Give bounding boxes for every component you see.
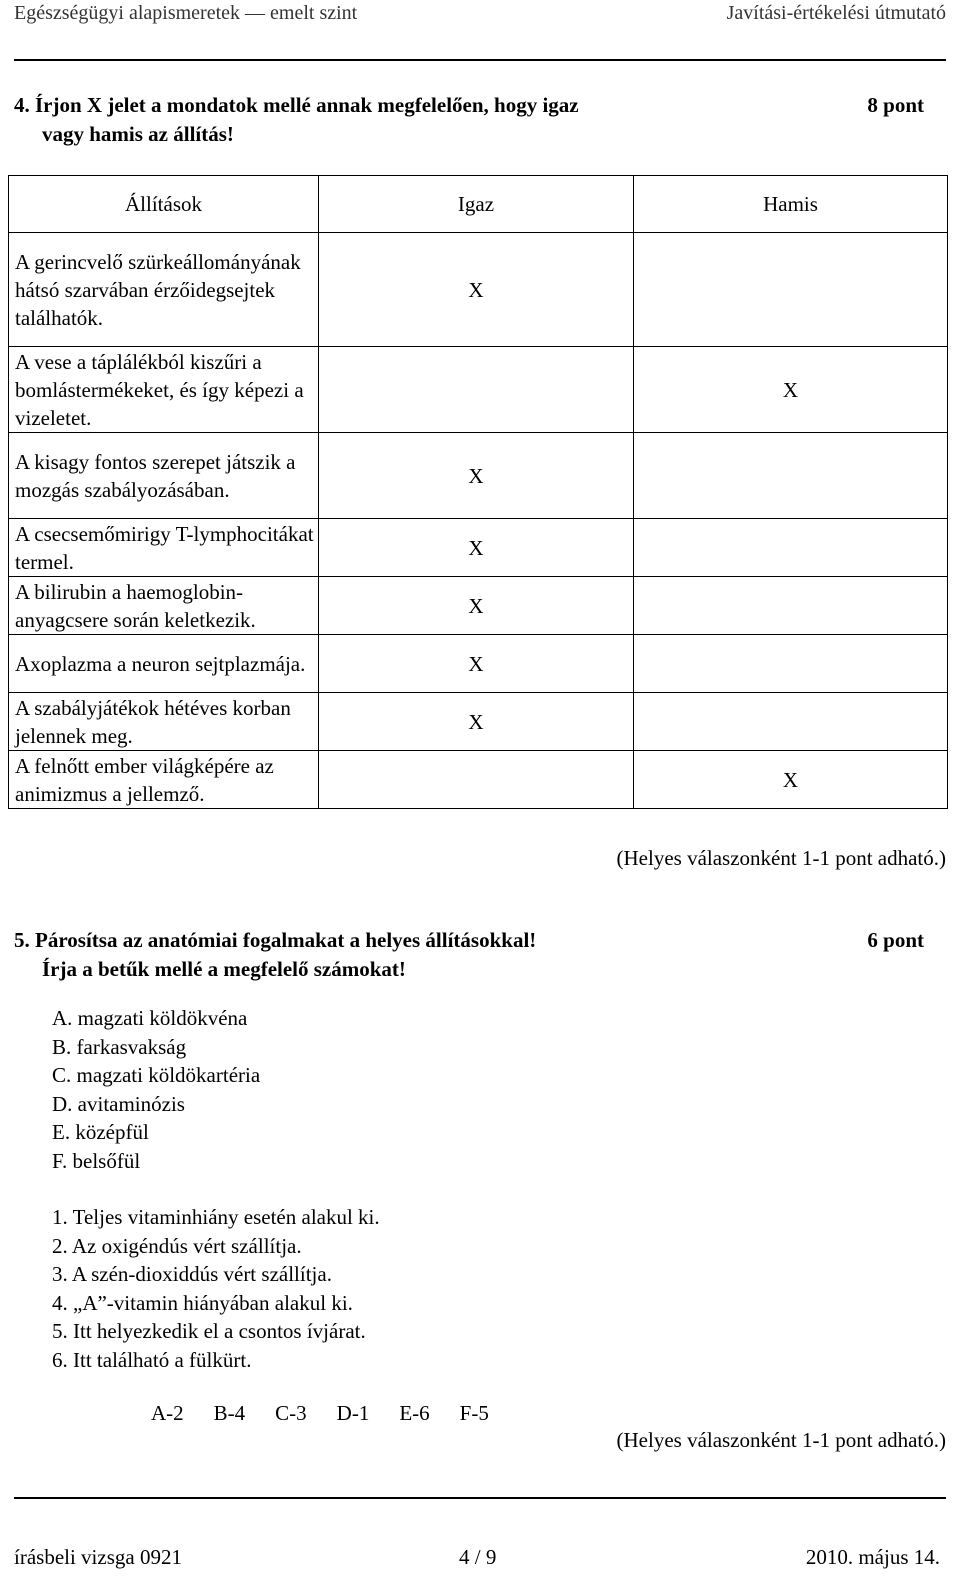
footer-left: írásbeli vizsga 0921: [14, 1545, 182, 1569]
true-mark: X: [319, 233, 634, 347]
q4-title-line2: vagy hamis az állítás!: [42, 122, 234, 146]
true-mark: X: [319, 635, 634, 693]
statement-cell: A csecsemőmirigy T-lymphocitákat termel.: [9, 519, 319, 577]
table-row: [9, 577, 948, 635]
q4-points: 8 pont: [867, 93, 924, 117]
column-header-statements: Állítások: [9, 176, 319, 233]
true-mark: [319, 751, 634, 809]
list-item: D. avitaminózis: [52, 1091, 185, 1116]
true-mark: X: [319, 433, 634, 519]
q5-points: 6 pont: [867, 928, 924, 952]
true-mark: [319, 347, 634, 433]
list-item: E. középfül: [52, 1120, 149, 1144]
header-left: Egészségügyi alapismeretek — emelt szint: [14, 2, 358, 24]
false-mark: [634, 433, 948, 519]
answer-pair: B-4: [213, 1401, 246, 1425]
terms-list: [52, 1004, 260, 1175]
list-item: 5. Itt helyezkedik el a csontos ívjárat.: [52, 1319, 366, 1343]
statement-cell: A szabályjátékok hétéves korban jelennek meg.: [9, 693, 319, 751]
list-item: A. magzati köldökvéna: [52, 1006, 248, 1030]
table-header-row: [9, 176, 948, 233]
footer-date: 2010. május 14.: [805, 1545, 940, 1569]
false-mark: [634, 233, 948, 347]
page-number: 4 / 9: [459, 1545, 497, 1569]
list-item: C. magzati köldökartéria: [52, 1063, 261, 1087]
statement-cell: A vese a táplálékból kiszűri a bomlástermékeket, és így képezi a vizeletet.: [9, 347, 319, 433]
list-item: 4. „A”-vitamin hiányában alakul ki.: [52, 1290, 353, 1315]
list-item: 6. Itt található a fülkürt.: [52, 1347, 252, 1372]
header-rule: [14, 59, 946, 61]
false-mark: X: [634, 347, 948, 433]
q5-title-line1: 5. Párosítsa az anatómiai fogalmakat a helyes állításokkal!: [14, 928, 537, 952]
q4-scoring-note: (Helyes válaszonként 1-1 pont adható.): [616, 846, 946, 870]
false-mark: X: [634, 751, 948, 809]
true-mark: X: [319, 519, 634, 577]
list-item: 2. Az oxigéndús vért szállítja.: [52, 1233, 302, 1258]
statement-cell: Axoplazma a neuron sejtplazmája.: [9, 635, 319, 693]
answer-pair: C-3: [275, 1401, 307, 1425]
list-item: B. farkasvakság: [52, 1034, 187, 1059]
list-item: 1. Teljes vitaminhiány esetén alakul ki.: [52, 1205, 380, 1229]
statement-cell: A gerincvelő szürkeállományának hátsó szarvában érzőidegsejtek találhatók.: [9, 233, 319, 347]
q4-title-line1: 4. Írjon X jelet a mondatok mellé annak megfelelően, hogy igaz: [14, 93, 579, 117]
q5-scoring-note: (Helyes válaszonként 1-1 pont adható.): [616, 1428, 946, 1452]
false-mark: [634, 519, 948, 577]
false-mark: [634, 693, 948, 751]
statement-cell: A bilirubin a haemoglobin-anyagcsere során keletkezik.: [9, 577, 319, 635]
footer-rule: [14, 1497, 946, 1499]
list-item: F. belsőfül: [52, 1148, 141, 1173]
false-mark: [634, 577, 948, 635]
table-row: [9, 635, 948, 693]
answer-pair: E-6: [399, 1401, 430, 1425]
answer-pair: F-5: [459, 1401, 489, 1425]
true-mark: X: [319, 577, 634, 635]
table-row: [9, 433, 948, 519]
answer-key: [151, 1401, 519, 1426]
q5-title-line2: Írja a betűk mellé a megfelelő számokat!: [42, 957, 406, 981]
table-row: [9, 693, 948, 751]
table-row: [9, 233, 948, 347]
statement-cell: A kisagy fontos szerepet játszik a mozgás szabályozásában.: [9, 433, 319, 519]
column-header-false: Hamis: [634, 176, 948, 233]
list-item: 3. A szén-dioxiddús vért szállítja.: [52, 1262, 332, 1286]
true-false-table: [8, 175, 948, 809]
table-row: [9, 347, 948, 433]
table-row: [9, 519, 948, 577]
statements-list: [52, 1203, 380, 1374]
false-mark: [634, 635, 948, 693]
true-mark: X: [319, 693, 634, 751]
statement-cell: A felnőtt ember világképére az animizmus a jellemző.: [9, 751, 319, 809]
answer-pair: A-2: [151, 1401, 184, 1425]
column-header-true: Igaz: [319, 176, 634, 233]
header-right: Javítási-értékelési útmutató: [726, 2, 946, 24]
answer-pair: D-1: [336, 1401, 370, 1425]
table-row: [9, 751, 948, 809]
